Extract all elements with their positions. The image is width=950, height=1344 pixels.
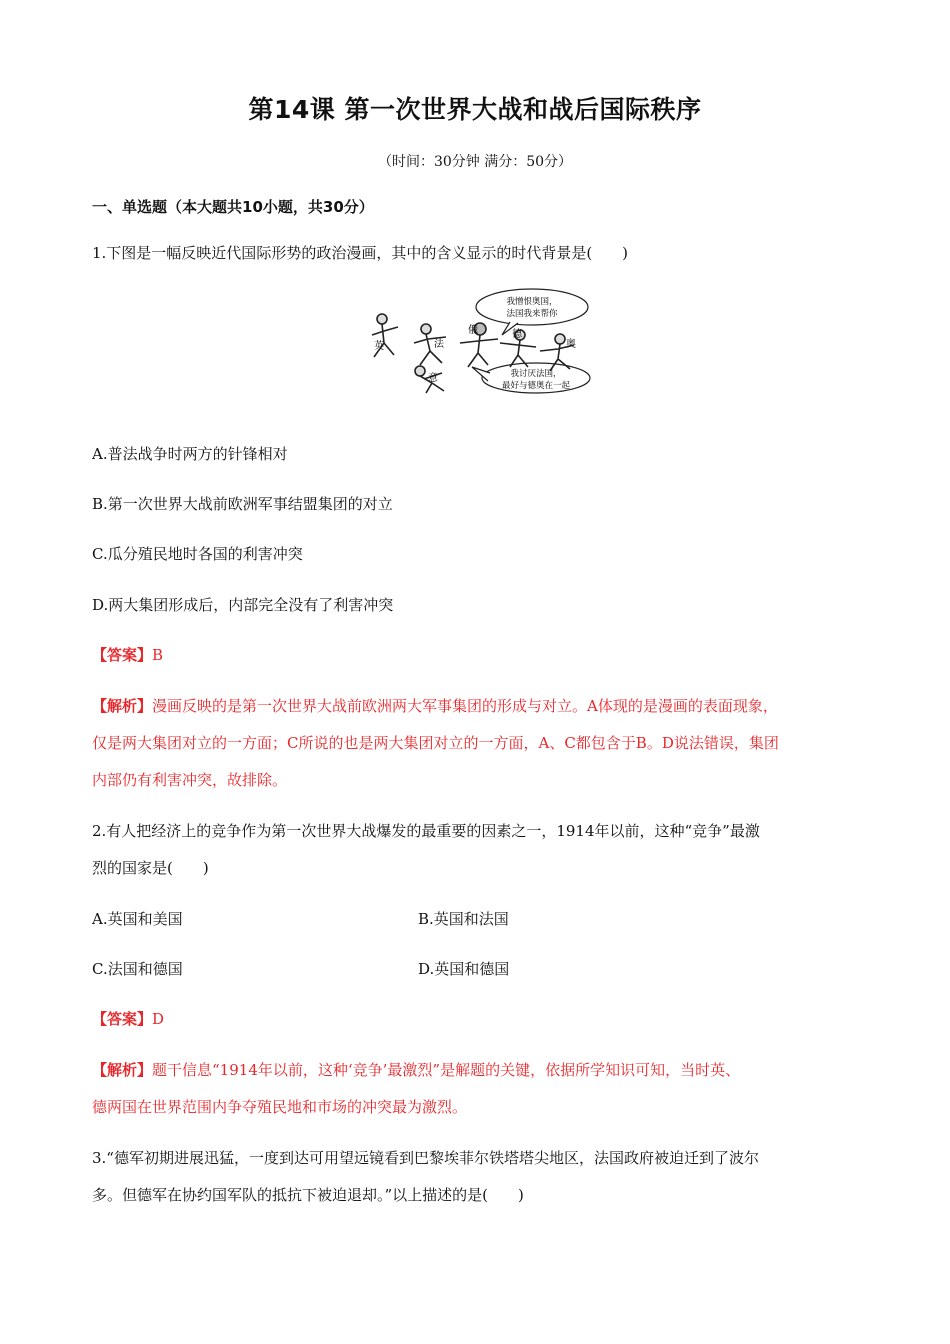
speech-bubble-bottom-tail — [472, 367, 490, 381]
cartoon-label-russia: 俄 — [468, 325, 478, 336]
cartoon-label-italy: 意 — [428, 373, 438, 384]
question-2-stem-line-2: 烈的国家是( ) — [92, 859, 209, 877]
cartoon-label-austria: 奥 — [566, 339, 576, 350]
q2-answer — [92, 1009, 164, 1029]
q2-option-c: C.法国和德国 — [92, 960, 183, 978]
q1-analysis-line-3: 内部仍有利害冲突，故排除。 — [92, 771, 288, 789]
q1-option-a: A.普法战争时两方的针锋相对 — [92, 445, 288, 463]
cartoon-label-britain: 英 — [374, 341, 384, 352]
analysis-text: 题干信息“1914年以前，这种‘竞争’最激烈”是解题的关键，依据所学知识可知，当时英、 — [152, 1061, 741, 1079]
q1-analysis-line-1 — [92, 696, 778, 716]
q2-analysis-line-2: 德两国在世界范围内争夺殖民地和市场的冲突最为激烈。 — [92, 1098, 468, 1116]
analysis-text: 漫画反映的是第一次世界大战前欧洲两大军事集团的形成与对立。A体现的是漫画的表面现象， — [152, 697, 778, 715]
q2-option-d: D.英国和德国 — [418, 960, 510, 978]
bubble-bottom-line-1: 我讨厌法国， — [510, 369, 562, 379]
bubble-top-line-1: 我憎恨奥国， — [506, 297, 558, 307]
analysis-tag: 【解析】 — [92, 1061, 153, 1079]
cartoon-label-france: 法 — [434, 339, 444, 350]
question-1-stem: 1.下图是一幅反映近代国际形势的政治漫画，其中的含义显示的时代背景是( ) — [92, 244, 629, 262]
q1-option-c: C.瓜分殖民地时各国的利害冲突 — [92, 545, 303, 563]
q1-option-d: D.两大集团形成后，内部完全没有了利害冲突 — [92, 596, 394, 614]
analysis-tag: 【解析】 — [92, 697, 153, 715]
answer-tag: 【答案】 — [92, 1010, 153, 1028]
question-2-stem-line-1: 2.有人把经济上的竞争作为第一次世界大战爆发的最重要的因素之一，1914年以前，这种“竞争”最激 — [92, 822, 760, 840]
q1-answer — [92, 645, 163, 665]
cartoon-label-germany: 德 — [512, 329, 522, 340]
bubble-bottom-line-2: 最好与德奥在一起 — [501, 381, 571, 391]
q1-analysis-line-2: 仅是两大集团对立的一方面；C所说的也是两大集团对立的一方面，A、C都包含于B。D说法错误，集团 — [92, 734, 779, 752]
speech-bubble-top — [476, 289, 588, 325]
bubble-top-line-2: 法国我来帮你 — [506, 309, 558, 319]
page-title: 第14课 第一次世界大战和战后国际秩序 — [248, 95, 702, 124]
q2-option-b: B.英国和法国 — [418, 910, 509, 928]
exam-info: （时间：30分钟 满分：50分） — [377, 154, 573, 170]
answer-value: D — [152, 1010, 165, 1028]
answer-value: B — [152, 646, 164, 664]
political-cartoon-image — [360, 285, 592, 395]
q2-option-a: A.英国和美国 — [92, 910, 183, 928]
section-heading: 一、单选题（本大题共10小题，共30分） — [92, 198, 374, 216]
q1-option-b: B.第一次世界大战前欧洲军事结盟集团的对立 — [92, 495, 393, 513]
question-3-stem-line-2: 多。但德军在协约国军队的抵抗下被迫退却。”以上描述的是( ) — [92, 1186, 524, 1204]
q2-analysis-line-1 — [92, 1060, 740, 1080]
answer-tag: 【答案】 — [92, 646, 153, 664]
question-3-stem-line-1: 3.“德军初期进展迅猛，一度到达可用望远镜看到巴黎埃菲尔铁塔塔尖地区，法国政府被迫迁到了波尔 — [92, 1149, 759, 1167]
